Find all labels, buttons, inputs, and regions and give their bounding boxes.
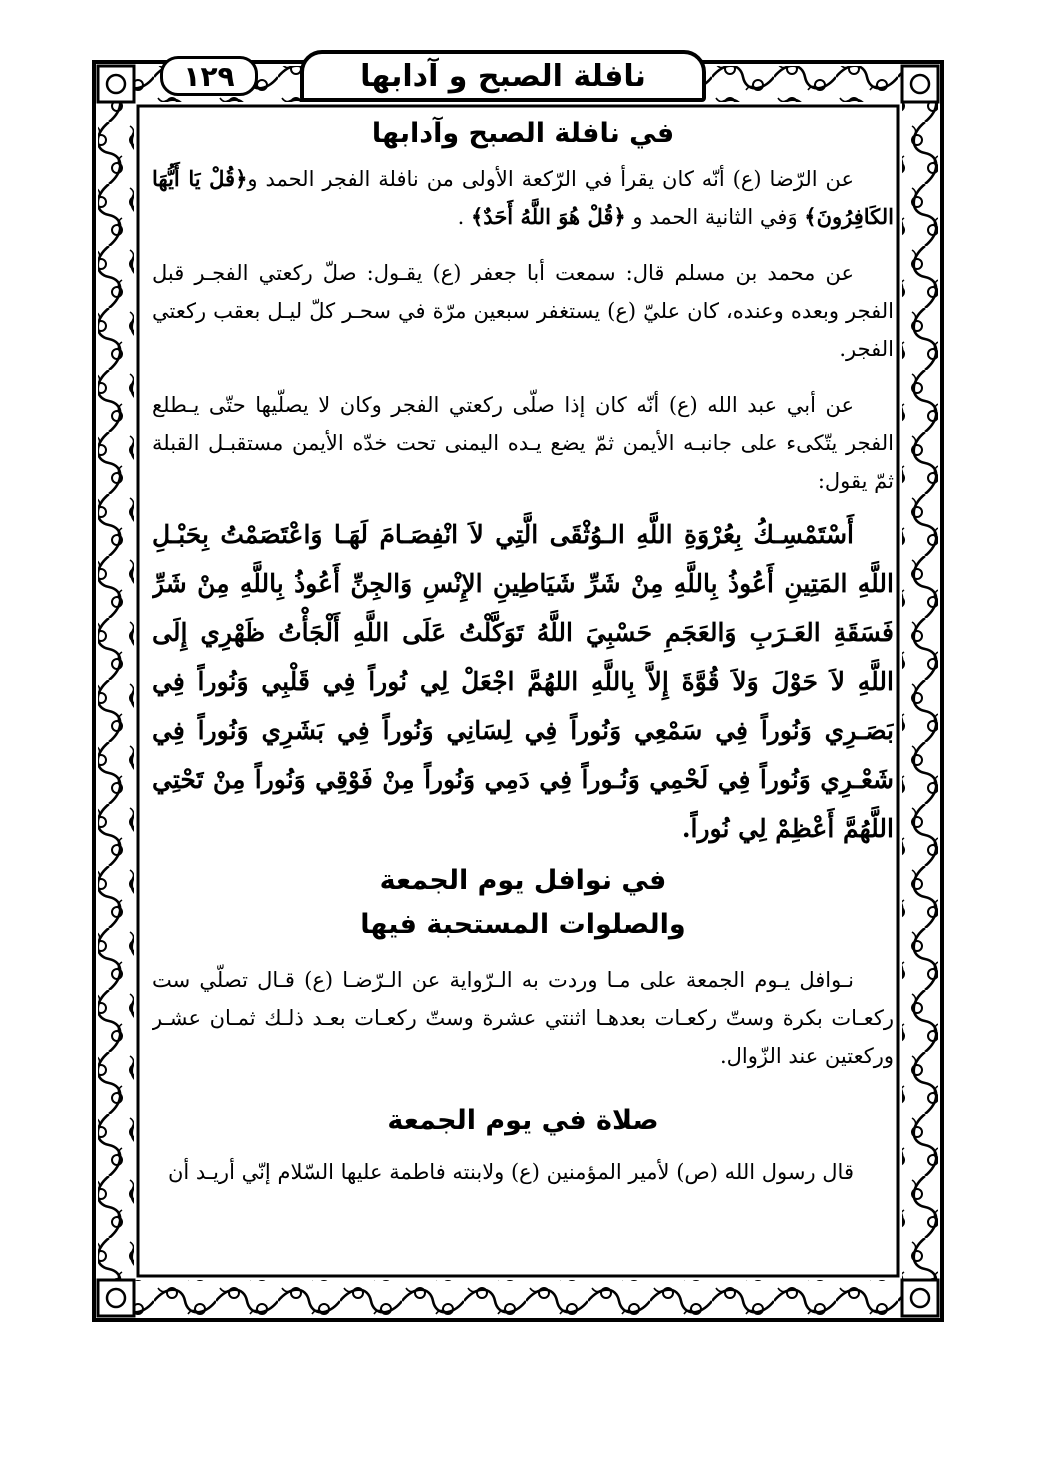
quran-verse-ikhlas: ﴿قُلْ هُوَ اللَّهُ أَحَدٌ﴾ — [471, 204, 626, 229]
rida-narration-text: عن الرّضا (ع) أنّه كان يقرأ في الرّكعة الأولى من نافلة الفجر الحمد و — [247, 167, 855, 191]
page-content — [152, 112, 894, 1272]
paragraph-rida-narration — [152, 160, 894, 236]
running-header-title: نافلة الصبح و آدابها — [300, 50, 706, 102]
section-heading-friday-prayer: صلاة في يوم الجمعة — [387, 1105, 659, 1136]
paragraph-friday-prayer-narration: قال رسول الله (ص) لأمير المؤمنين (ع) ولابنته فاطمة عليها السّلام إنّي أريـد أن — [167, 1160, 854, 1184]
rida-narration-mid: وَفي الثانية الحمد و — [625, 205, 805, 229]
section-heading-morning-nafila: في نافلة الصبح وآدابها — [371, 118, 675, 149]
paragraph-friday-nawafil: نـوافل يـوم الجمعة على مـا وردت به الـرّواية عن الـرّضـا (ع) قـال تصلّي ست ركعـات بكرة وستّ ركعـات بعدهـا اثنتي عشرة وستّ ركعـات بعـد ذلـك ثمـان عشـر وركعتين عند الزّوال. — [152, 968, 894, 1068]
page-number: ١٢٩ — [160, 56, 258, 96]
section-heading-friday-prayers: والصلوات المستحبة فيها — [360, 909, 686, 940]
paragraph-muslim-narration: عن محمد بن مسلم قال: سمعت أبا جعفر (ع) يقـول: صلّ ركعتي الفجـر قبل الفجر وبعده وعنده، كان عليّ (ع) يستغفر سبعين مرّة في سحـر كلّ ليـل بعقب ركعتي الفجر. — [152, 261, 894, 361]
supplication-text: أَسْتَمْسِـكُ بِعُرْوَةِ اللَّهِ الـوُثْقَى الَّتِي لاَ انْفِصَـامَ لَهَـا وَاعْتَصَمْتُ بِحَبْـلِ اللَّهِ المَتِينِ أَعُوذُ بِاللَّهِ مِنْ شَرِّ شَيَاطِينِ الإِنْسِ وَالجِنِّ أَعُوذُ بِاللَّهِ مِنْ شَرِّ فَسَقَةِ العَـرَبِ وَالعَجَمِ حَسْبِيَ اللَّهُ تَوَكَّلْتُ عَلَى اللَّهِ أَلْجَأْتُ ظَهْرِي إِلَى اللَّهِ لاَ حَوْلَ وَلاَ قُوَّةَ إِلاَّ بِاللَّهِ اللهُمَّ اجْعَلْ لِي نُوراً فِي قَلْبِي وَنُوراً فِي بَصَـرِي وَنُوراً فِي سَمْعِي وَنُوراً فِي لِسَانِي وَنُوراً فِي بَشَرِي وَنُوراً فِي شَعْـرِي وَنُوراً فِي لَحْمِي وَنُـوراً فِي دَمِي وَنُوراً مِنْ فَوْقِي وَنُوراً مِنْ تَحْتِي اللَّهُمَّ أَعْظِمْ لِي نُوراً. — [152, 520, 894, 843]
section-heading-friday-nawafil: في نوافل يوم الجمعة — [379, 865, 667, 896]
paragraph-abi-abdillah-narration: عن أبي عبد الله (ع) أنّه كان إذا صلّى ركعتي الفجر وكان لا يصلّيها حتّى يـطلع الفجر يتّكىء على جانبـه الأيمن ثمّ يضع يـده اليمنى تحت خدّه الأيمن مستقبـل القبلة ثمّ يقول: — [152, 393, 894, 493]
rida-narration-end: . — [457, 205, 471, 229]
quran-verse-kafirun: ﴿قُلْ يَا أَيُّهَا الكَافِرُونَ﴾ — [152, 166, 894, 229]
